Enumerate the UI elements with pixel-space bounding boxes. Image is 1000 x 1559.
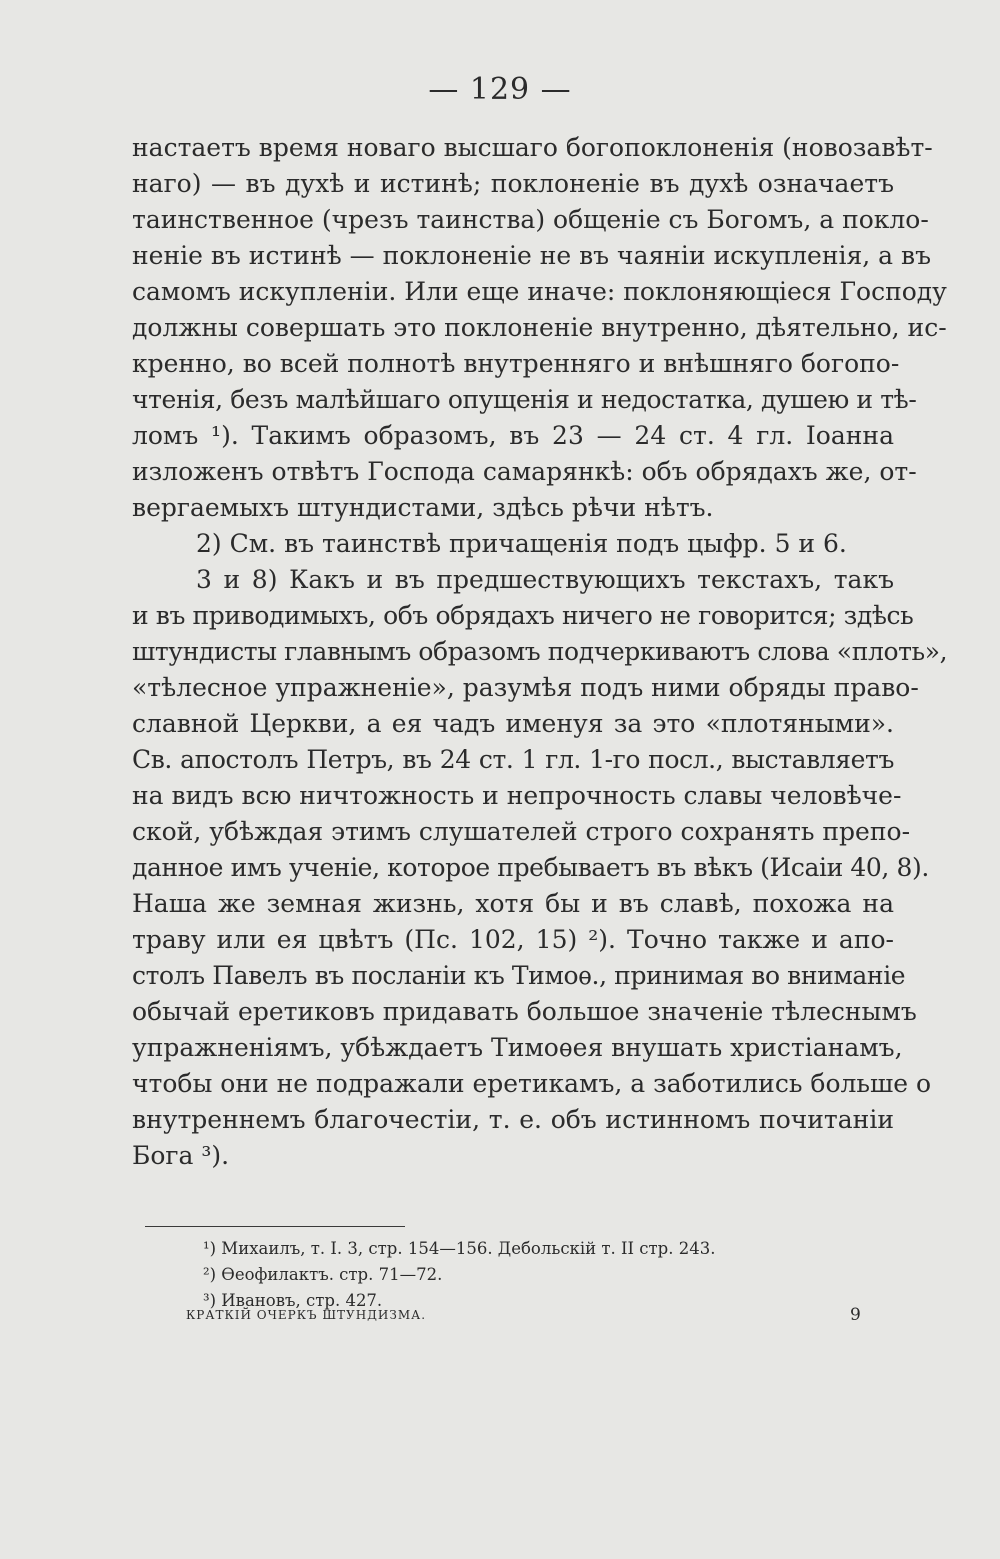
text-line: чтенія, безъ малѣйшаго опущенія и недостатка, душею и тѣ- bbox=[132, 385, 917, 414]
text-line: «тѣлесное упражненіе», разумѣя подъ ними обряды право- bbox=[132, 673, 919, 702]
text-line: Наша же земная жизнь, хотя бы и въ славѣ, похожа на bbox=[132, 889, 894, 918]
text-line: 3 и 8) Какъ и въ предшествующихъ текстахъ, такъ bbox=[196, 565, 894, 594]
text-line: кренно, во всей полнотѣ внутренняго и внѣшняго богопо- bbox=[132, 349, 900, 378]
text-line: изложенъ отвѣтъ Господа самарянкѣ: объ обрядахъ же, от- bbox=[132, 457, 917, 486]
signature-mark: КРАТКІЙ ОЧЕРКЪ ШТУНДИЗМА. bbox=[186, 1308, 427, 1322]
footnote-divider bbox=[145, 1226, 405, 1227]
text-line: на видъ всю ничтожность и непрочность славы человѣче- bbox=[132, 781, 902, 810]
text-line: Бога ³). bbox=[132, 1141, 230, 1170]
text-line: данное имъ ученіе, которое пребываетъ въ вѣкъ (Исаіи 40, 8). bbox=[132, 853, 929, 882]
text-line: славной Церкви, а ея чадъ именуя за это «плотяными». bbox=[132, 709, 894, 738]
text-line: обычай еретиковъ придавать большое значеніе тѣлеснымъ bbox=[132, 997, 917, 1026]
text-line: таинственное (чрезъ таинства) общеніе съ Богомъ, а покло- bbox=[132, 205, 929, 234]
text-line: штундисты главнымъ образомъ подчеркиваютъ слова «плоть», bbox=[132, 637, 948, 666]
sheet-number: 9 bbox=[850, 1305, 861, 1325]
text-line: внутреннемъ благочестіи, т. е. объ истинномъ почитаніи bbox=[132, 1105, 894, 1134]
text-line: 2) См. въ таинствѣ причащенія подъ цыфр. 5 и 6. bbox=[196, 529, 847, 558]
text-line: должны совершать это поклоненіе внутренно, дѣятельно, ис- bbox=[132, 313, 947, 342]
footnote: ³) Ивановъ, стр. 427. bbox=[203, 1291, 383, 1310]
page-number: — 129 — bbox=[428, 72, 572, 107]
text-line: неніе въ истинѣ — поклоненіе не въ чаяніи искупленія, а въ bbox=[132, 241, 931, 270]
text-line: Св. апостолъ Петръ, въ 24 ст. 1 гл. 1-го посл., выставляетъ bbox=[132, 745, 894, 774]
text-line: столъ Павелъ въ посланіи къ Тимоѳ., принимая во вниманіе bbox=[132, 961, 906, 990]
text-line: траву или ея цвѣтъ (Пс. 102, 15) ²). Точно также и апо- bbox=[132, 925, 894, 954]
text-line: и въ приводимыхъ, объ обрядахъ ничего не говорится; здѣсь bbox=[132, 601, 914, 630]
text-line: наго) — въ духѣ и истинѣ; поклоненіе въ духѣ означаетъ bbox=[132, 169, 894, 198]
text-line: упражненіямъ, убѣждаетъ Тимоѳея внушать христіанамъ, bbox=[132, 1033, 903, 1062]
text-line: самомъ искупленіи. Или еще иначе: поклоняющіеся Господу bbox=[132, 277, 947, 306]
footnote: ²) Ѳеофилактъ. стр. 71—72. bbox=[203, 1265, 443, 1284]
footnote: ¹) Михаилъ, т. I. 3, стр. 154—156. Дебольскій т. II стр. 243. bbox=[203, 1239, 716, 1258]
text-line: вергаемыхъ штундистами, здѣсь рѣчи нѣтъ. bbox=[132, 493, 714, 522]
text-line: ской, убѣждая этимъ слушателей строго сохранять препо- bbox=[132, 817, 911, 846]
body-text bbox=[132, 130, 948, 1174]
text-line: чтобы они не подражали еретикамъ, а заботились больше о bbox=[132, 1069, 932, 1098]
text-line: ломъ ¹). Такимъ образомъ, въ 23 — 24 ст. 4 гл. Іоанна bbox=[132, 421, 894, 450]
text-line: настаетъ время новаго высшаго богопоклоненія (новозавѣт- bbox=[132, 133, 933, 162]
footnotes bbox=[203, 1236, 903, 1314]
